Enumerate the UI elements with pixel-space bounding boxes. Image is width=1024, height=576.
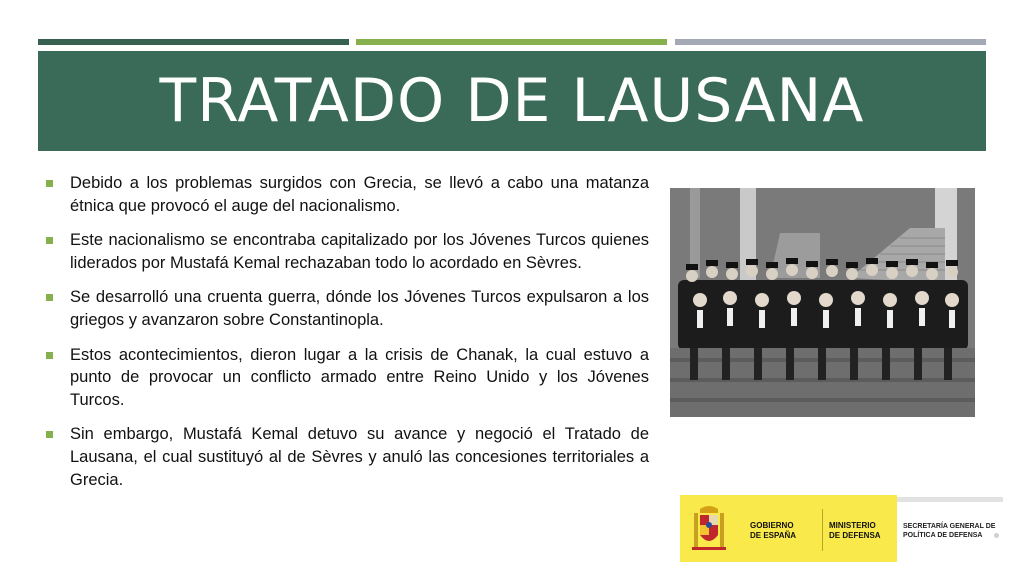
accent-bar-green	[356, 39, 667, 45]
bullet-item	[42, 423, 649, 491]
accent-bar-dark	[38, 39, 349, 45]
secretaria-block	[897, 495, 1003, 562]
gobierno-label: GOBIERNO DE ESPAÑA	[750, 521, 797, 540]
bullet-item	[42, 229, 649, 274]
bullet-text: Este nacionalismo se encontraba capitalizado por los Jóvenes Turcos quienes liderados por Mustafá Kemal rechazaban todo lo acordado en Sèvres.	[70, 231, 649, 272]
bullet-text: Debido a los problemas surgidos con Grecia, se llevó a cabo una matanza étnica que provocó el auge del nacionalismo.	[70, 174, 649, 215]
bullet-text: Estos acontecimientos, dieron lugar a la crisis de Chanak, la cual estuvo a punto de provocar un conflicto armado entre Reino Unido y los Jóvenes Turcos.	[70, 345, 649, 409]
secretaria-top-line	[897, 497, 1003, 502]
bullet-item	[42, 286, 649, 331]
slide-title: TRATADO DE LAUSANA	[159, 66, 865, 136]
accent-bar-gray	[675, 39, 986, 45]
secretaria-label: SECRETARÍA GENERAL DE POLÍTICA DE DEFENSA	[903, 523, 996, 539]
square-bullet-icon	[46, 352, 53, 359]
bullet-text: Se desarrolló una cruenta guerra, dónde los Jóvenes Turcos expulsaron a los griegos y avanzaron sobre Constantinopla.	[70, 288, 649, 329]
title-band	[38, 51, 986, 151]
bullet-list	[42, 172, 649, 503]
spain-coat-of-arms-icon	[692, 503, 726, 553]
group-photo-image	[670, 188, 975, 417]
small-dot-icon	[994, 533, 999, 538]
bullet-text: Sin embargo, Mustafá Kemal detuvo su avance y negoció el Tratado de Lausana, el cual sustituyó al de Sèvres y anuló las concesiones territoriales a Grecia.	[70, 425, 649, 489]
square-bullet-icon	[46, 294, 53, 301]
square-bullet-icon	[46, 237, 53, 244]
square-bullet-icon	[46, 431, 53, 438]
bullet-item	[42, 344, 649, 412]
ministerio-label: MINISTERIO DE DEFENSA	[829, 521, 881, 540]
gobierno-ministerio-logo	[680, 495, 897, 562]
bullet-item	[42, 172, 649, 217]
square-bullet-icon	[46, 180, 53, 187]
logo-divider	[822, 509, 823, 551]
